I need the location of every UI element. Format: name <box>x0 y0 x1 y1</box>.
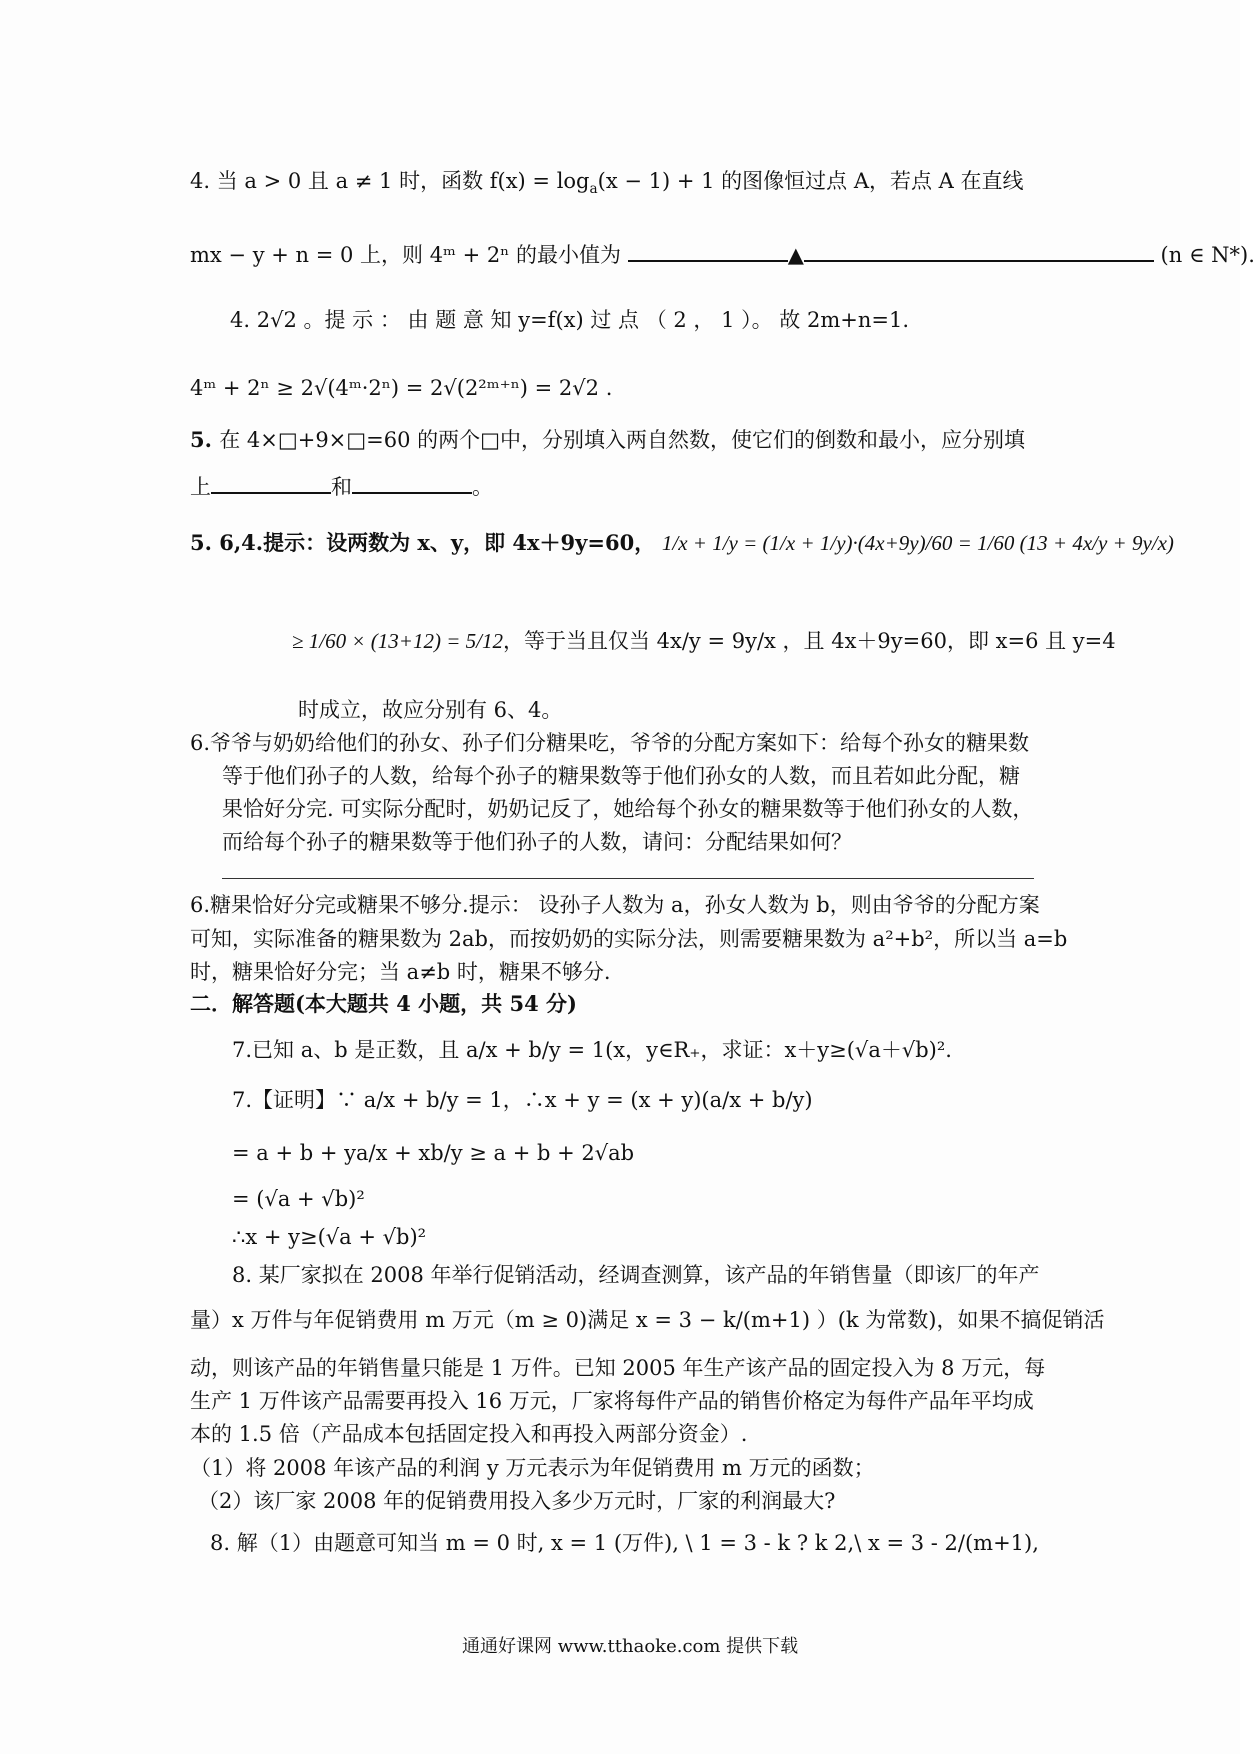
q8-line: 8. 某厂家拟在 2008 年举行促销活动，经调查测算，该产品的年销售量（即该厂的年产 <box>232 1263 1040 1287</box>
q8-line: 动，则该产品的年销售量只能是 1 万件。已知 2005 年生产该产品的固定投入为 8 万元，每 <box>190 1356 1046 1380</box>
q4-line2: mx − y + n = 0 上，则 4ᵐ + 2ⁿ 的最小值为 ▲ (n ∈ N*). <box>190 238 1255 268</box>
q5-answer-line3: 时成立，故应分别有 6、4。 <box>298 698 563 722</box>
q7-proof-line: = (√a + √b)² <box>232 1187 365 1211</box>
q6-answer-line: 时，糖果恰好分完；当 a≠b 时，糖果不够分. <box>190 960 611 984</box>
q8-line: 生产 1 万件该产品需要再投入 16 万元，厂家将每件产品的销售价格定为每件产品年平均成 <box>190 1389 1034 1413</box>
q8-subquestion: （1）将 2008 年该产品的利润 y 万元表示为年促销费用 m 万元的函数； <box>190 1456 875 1480</box>
q8-solution: 8. 解（1）由题意可知当 m = 0 时, x = 1 (万件), \ 1 = 3 - k ? k 2,\ x = 3 - 2/(m+1), <box>210 1531 1039 1555</box>
q4-line1: 4. 当 a > 0 且 a ≠ 1 时，函数 $f(x) = \log_a(x - 1) + 1$ 的图像恒过点 A，若点 A 在直线 <box>190 169 1024 198</box>
answer-blank <box>628 238 788 262</box>
q5-line2: 上 和 。 <box>190 470 493 500</box>
footer: 通通好课网 www.tthaoke.com 提供下载 <box>462 1636 799 1657</box>
q7-proof-line: 7.【证明】∵ a/x + b/y = 1，∴x + y = (x + y)(a/x + b/y) <box>232 1088 813 1112</box>
q7-proof-line: = a + b + ya/x + xb/y ≥ a + b + 2√ab <box>232 1141 635 1165</box>
divider <box>222 878 1034 879</box>
q8-subquestion: （2）该厂家 2008 年的促销费用投入多少万元时，厂家的利润最大? <box>198 1489 836 1513</box>
q6-line: 6.爷爷与奶奶给他们的孙女、孙子们分糖果吃，爷爷的分配方案如下：给每个孙女的糖果数 <box>190 731 1030 755</box>
q6-line: 等于他们孙子的人数，给每个孙子的糖果数等于他们孙女的人数，而且若如此分配，糖 <box>222 764 1020 788</box>
triangle-marker: ▲ <box>787 243 804 267</box>
q8-line: 本的 1.5 倍（产品成本包括固定投入和再投入两部分资金）. <box>190 1422 748 1446</box>
q6-answer-line: 6.糖果恰好分完或糖果不够分.提示： 设孙子人数为 a，孙女人数为 b，则由爷爷的分配方案 <box>190 893 1040 917</box>
q4-answer-line2: 4ᵐ + 2ⁿ ≥ 2√(4ᵐ·2ⁿ) = 2√(2²ᵐ⁺ⁿ) = 2√2 . <box>190 376 613 400</box>
q4-answer-line1: 4. 2√2 。提 示 ： 由 题 意 知 y=f(x) 过 点 （ 2 ， 1 ）。 故 2m+n=1. <box>230 308 910 332</box>
answer-blank <box>804 238 1154 262</box>
answer-blank <box>352 470 472 494</box>
q6-line: 而给每个孙子的糖果数等于他们孙子的人数，请问：分配结果如何？ <box>222 830 852 854</box>
q5-answer-line1: 5. 6,4.提示：设两数为 x、y，即 4x＋9y=60， 1/x + 1/y = (1/x + 1/y)·(4x+9y)/60 = 1/60 (13 + 4x/y + 9y/x) <box>190 530 1174 555</box>
q6-line: 果恰好分完. 可实际分配时，奶奶记反了，她给每个孙女的糖果数等于他们孙女的人数， <box>222 797 1034 821</box>
section-heading: 二．解答题(本大题共 4 小题，共 54 分) <box>190 991 577 1016</box>
q6-answer-line: 可知，实际准备的糖果数为 2ab，而按奶奶的实际分法，则需要糖果数为 a²+b²，所以当 a=b <box>190 927 1068 951</box>
q7-proof-line: ∴x + y≥(√a + √b)² <box>232 1225 427 1249</box>
q8-line: 量）x 万件与年促销费用 m 万元（m ≥ 0)满足 x = 3 − k/(m+1) ）(k 为常数)，如果不搞促销活 <box>190 1308 1105 1332</box>
q5-answer-line2: ≥ 1/60 × (13+12) = 5/12，等于当且仅当 4x/y = 9y/x ，且 4x＋9y=60，即 x=6 且 y=4 <box>292 629 1116 653</box>
q7-statement: 7.已知 a、b 是正数，且 a/x + b/y = 1(x，y∈R₊，求证：x＋y≥(√a＋√b)². <box>232 1038 952 1062</box>
answer-blank <box>211 470 331 494</box>
q5-bound-formula: ≥ 1/60 × (13+12) = 5/12 <box>292 629 503 653</box>
q5-answer-formula: 1/x + 1/y = (1/x + 1/y)·(4x+9y)/60 = 1/60 (13 + 4x/y + 9y/x) <box>661 531 1174 555</box>
q5-line1: 5. 在 4×□+9×□=60 的两个□中，分别填入两自然数，使它们的倒数和最小，应分别填 <box>190 427 1025 452</box>
